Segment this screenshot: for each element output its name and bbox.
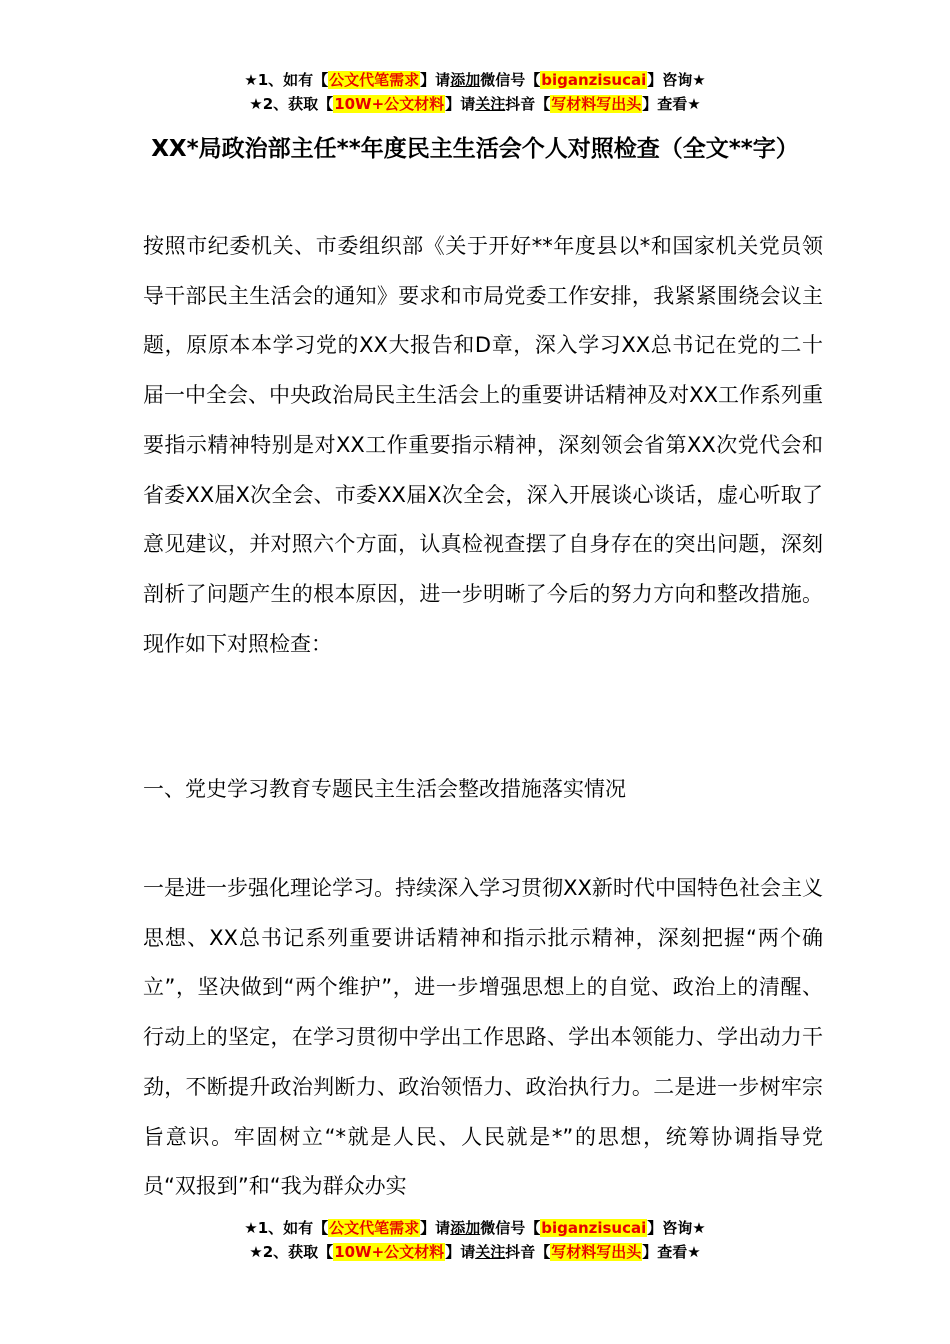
promo-douyin-name: 写材料写出头: [551, 95, 642, 113]
promo-text: 微信号【: [480, 71, 541, 89]
promo-line-2: [0, 1240, 950, 1264]
promo-line-1: [0, 1216, 950, 1240]
paragraph-text: 按照市纪委机关、市委组织部《关于开好**年度县以*和国家机关党员领导干部民主生活会的通知》要求和市局党委工作安排，我紧紧围绕会议主题，原原本本学习党的XX大报告和D章，深入学习XX总书记在党的二十届一中全会、中央政治局民主生活会上的重要讲话精神及对XX工作系列重要指示精神特别是对XX工作重要指示精神，深刻领会省第XX次党代会和省委XX届X次全会、市委XX届X次全会，深入开展谈心谈话，虚心听取了意见建议，并对照六个方面，认真检视查摆了自身存在的突出问题，深刻剖析了问题产生的根本原因，进一步明晰了今后的努力方向和整改措施。现作如下对照检查：: [143, 234, 823, 656]
promo-text: 抖音【: [505, 1243, 551, 1261]
section-heading-1: [143, 765, 823, 815]
promo-text: ★2、获取【: [249, 95, 334, 113]
promo-underlined-text: 关注: [475, 1243, 506, 1261]
promo-text: 】请: [445, 1243, 476, 1261]
promo-underlined-text: 关注: [475, 95, 506, 113]
promo-text: 】请: [420, 1219, 451, 1237]
promo-banner-bottom: [0, 1216, 950, 1264]
promo-highlight: 公文代笔需求: [329, 71, 420, 89]
promo-highlight: 公文代笔需求: [329, 1219, 420, 1237]
promo-underlined-text: 添加: [450, 71, 481, 89]
promo-wechat-id: biganzisucai: [541, 1219, 647, 1237]
promo-text: 抖音【: [505, 95, 551, 113]
promo-banner-top: [0, 68, 950, 116]
promo-underlined-text: 添加: [450, 1219, 481, 1237]
section-heading-text: 一、党史学习教育专题民主生活会整改措施落实情况: [143, 777, 626, 801]
promo-text: 】请: [420, 71, 451, 89]
document-title: XX*局政治部主任**年度民主生活会个人对照检查（全文**字）: [151, 136, 799, 162]
promo-highlight: 10W+公文材料: [334, 95, 445, 113]
promo-text: 】查看★: [642, 1243, 701, 1261]
promo-text: ★1、如有【: [244, 1219, 329, 1237]
promo-text: 微信号【: [480, 1219, 541, 1237]
promo-line-2: [0, 92, 950, 116]
promo-douyin-name: 写材料写出头: [551, 1243, 642, 1261]
promo-highlight: 10W+公文材料: [334, 1243, 445, 1261]
promo-text: 】咨询★: [647, 71, 706, 89]
promo-text: 】请: [445, 95, 476, 113]
promo-text: ★2、获取【: [249, 1243, 334, 1261]
promo-text: ★1、如有【: [244, 71, 329, 89]
paragraph-section-1: [143, 864, 823, 1212]
paragraph-text: 一是进一步强化理论学习。持续深入学习贯彻XX新时代中国特色社会主义思想、XX总书记系列重要讲话精神和指示批示精神，深刻把握“两个确立”，坚决做到“两个维护”，进一步增强思想上的自觉、政治上的清醒、行动上的坚定，在学习贯彻中学出工作思路、学出本领能力、学出动力干劲，不断提升政治判断力、政治领悟力、政治执行力。二是进一步树牢宗旨意识。牢固树立“*就是人民、人民就是*”的思想，统筹协调指导党员“双报到”和“我为群众办实: [143, 876, 823, 1199]
promo-text: 】查看★: [642, 95, 701, 113]
promo-text: 】咨询★: [647, 1219, 706, 1237]
promo-line-1: [0, 68, 950, 92]
paragraph-intro: [143, 222, 823, 669]
promo-wechat-id: biganzisucai: [541, 71, 647, 89]
